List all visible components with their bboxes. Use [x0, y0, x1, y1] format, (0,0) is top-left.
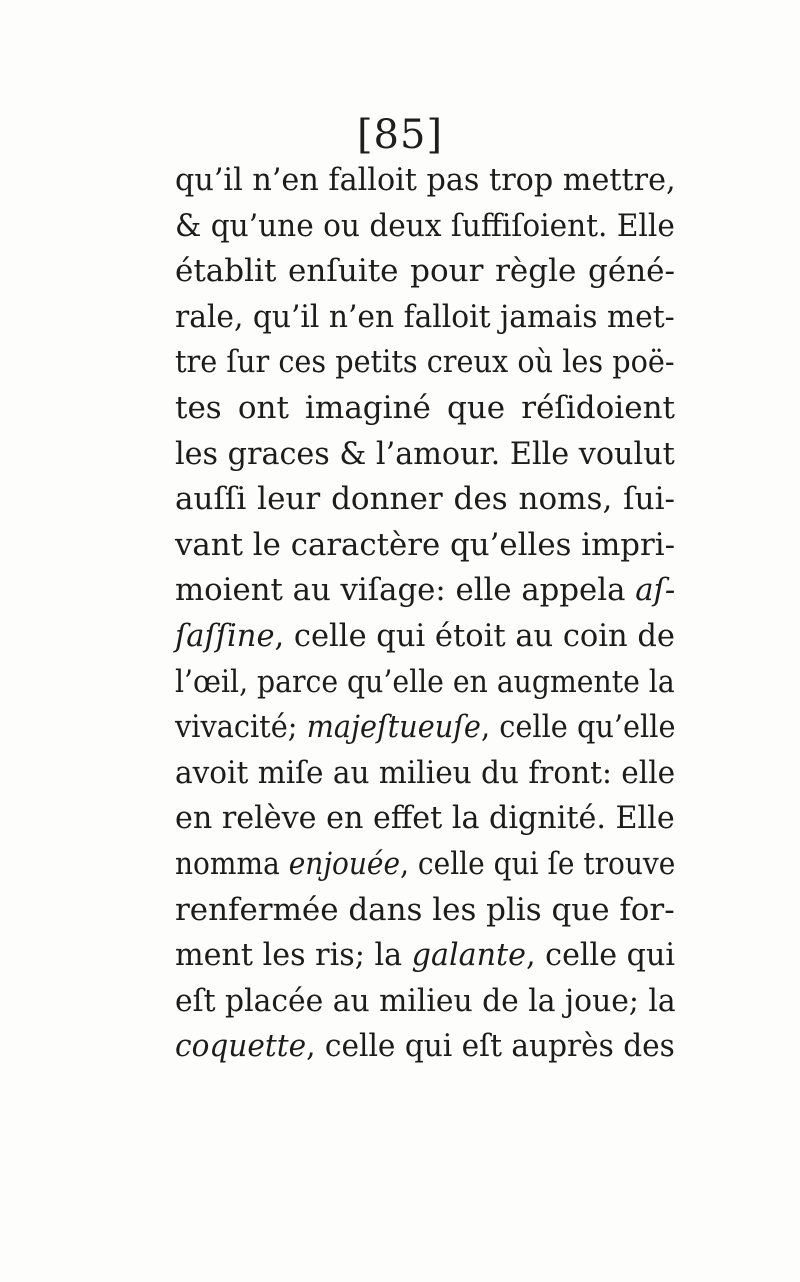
text-segment: renfermée dans les plis que for-: [175, 891, 675, 928]
text-segment: les graces & l’amour. Elle voulut: [175, 435, 675, 472]
text-segment: , celle qui ſe trouve: [400, 845, 676, 882]
text-line: [175, 933, 675, 979]
text-line: [175, 340, 675, 386]
text-line: [175, 796, 675, 842]
text-segment: avoit miſe au milieu du front: elle: [175, 754, 676, 791]
italic-term: galante: [411, 937, 526, 974]
italic-term: coquette: [175, 1028, 307, 1065]
italic-term: enjouée: [288, 845, 401, 882]
text-line: [175, 842, 675, 888]
text-line: [175, 295, 675, 341]
text-segment: moient au viſage: elle appela: [175, 572, 636, 609]
text-line: [175, 158, 675, 204]
text-segment: établit enſuite pour règle géné-: [175, 253, 675, 290]
text-line: [175, 432, 675, 478]
text-line: [175, 888, 675, 934]
text-segment: eſt placée au milieu de la joue; la: [175, 982, 676, 1019]
text-line: [175, 568, 675, 614]
italic-term: aſ-: [635, 572, 676, 609]
italic-term: ſaſſine: [175, 617, 275, 654]
text-line: [175, 523, 675, 569]
italic-term: majeſtueuſe: [306, 709, 481, 746]
text-line: [175, 249, 675, 295]
text-line: [175, 1024, 675, 1070]
text-line: [175, 386, 675, 432]
text-segment: qu’il n’en falloit pas trop mettre,: [175, 162, 676, 198]
text-line: [175, 979, 675, 1025]
text-line: [175, 660, 675, 706]
text-segment: , celle qui: [525, 937, 676, 974]
text-segment: tre ſur ces petits creux où les poë-: [175, 344, 675, 381]
text-segment: nomma: [175, 845, 289, 882]
text-segment: , celle qui étoit au coin de: [274, 617, 675, 654]
text-segment: tes ont imaginé que réſidoient: [175, 389, 675, 426]
text-segment: en relève en effet la dignité. Elle: [175, 800, 675, 837]
text-segment: auſſi leur donner des noms, ſui-: [175, 481, 675, 518]
page-number: [85]: [356, 112, 444, 158]
text-line: [175, 204, 675, 250]
text-line: [175, 705, 675, 751]
text-segment: , celle qu’elle: [480, 709, 676, 746]
text-line: [175, 477, 675, 523]
text-segment: l’œil, parce qu’elle en augmente la: [175, 663, 675, 700]
text-segment: rale, qu’il n’en falloit jamais met-: [175, 298, 675, 335]
text-segment: & qu’une ou deux ſuffiſoient. Elle: [175, 207, 675, 244]
text-segment: , celle qui eſt auprès des: [306, 1028, 675, 1065]
text-segment: vant le caractère qu’elles impri-: [175, 526, 676, 563]
text-segment: ment les ris; la: [175, 937, 412, 974]
text-segment: vivacité;: [175, 709, 307, 746]
text-line: [175, 751, 675, 797]
body-text: [175, 158, 675, 1070]
text-line: [175, 614, 675, 660]
